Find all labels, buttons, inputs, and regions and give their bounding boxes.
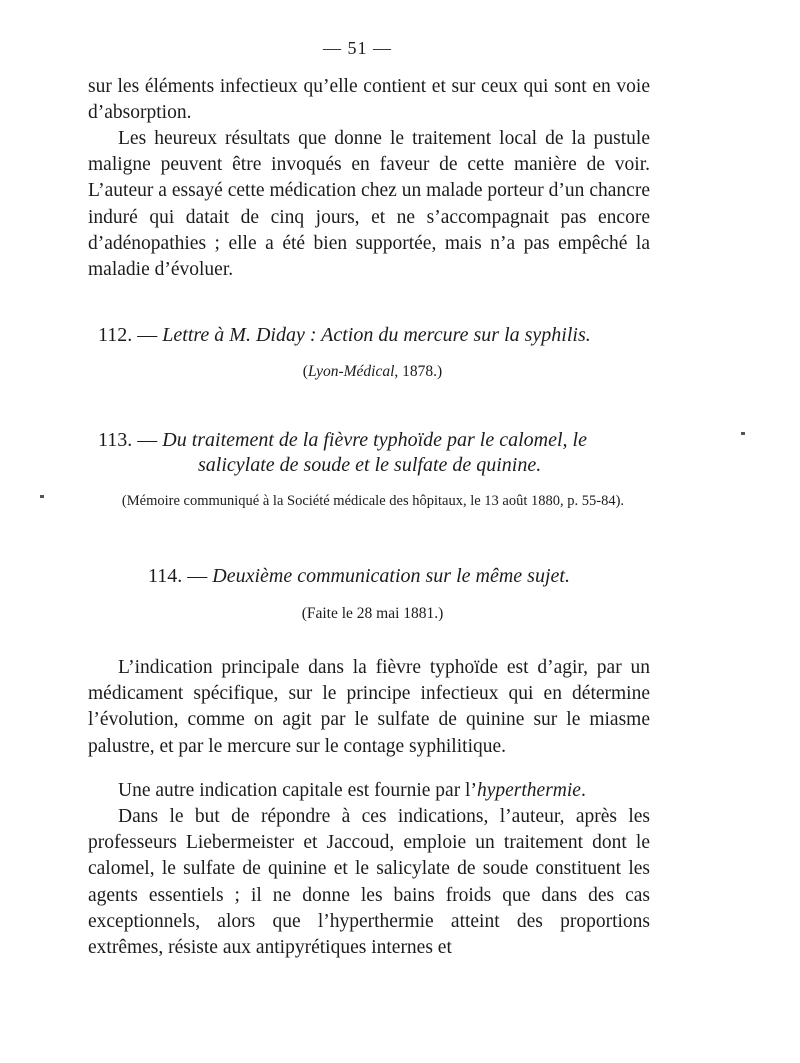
entry-title-text: Deuxième communication sur le même sujet. bbox=[212, 565, 570, 587]
entry-title-text: Lettre à M. Diday : Action du mercure sur la syphilis. bbox=[162, 324, 591, 346]
entry-number: 113. bbox=[98, 429, 133, 451]
entry-112-title bbox=[98, 323, 653, 348]
entry-dash: — bbox=[137, 429, 158, 451]
emphasis-hyperthermie: hyperthermie bbox=[476, 780, 581, 801]
body-paragraph-2: Une autre indication capitale est fournie par l’hyperthermie. bbox=[118, 780, 586, 801]
entry-title-text-line2: salicylate de soude et le sulfate de quinine. bbox=[198, 454, 542, 476]
scan-speck bbox=[741, 432, 745, 435]
entry-113-source: (Mémoire communiqué à la Société médicale des hôpitaux, le 13 août 1880, p. 55-84). bbox=[121, 493, 625, 509]
entry-114-source: (Faite le 28 mai 1881.) bbox=[301, 605, 444, 622]
body-paragraph-1: L’indication principale dans la fièvre typhoïde est d’agir, par un médicament spécifique, sur le principe infectieux qui en détermine l’évolution, comme on agit par le sulfate de quinine sur le miasme palustre, et par le mercure sur le contage syphilitique. bbox=[88, 657, 650, 757]
intro-paragraph-continued: sur les éléments infectieux qu’elle contient et sur ceux qui sont en voie d’absorption. bbox=[88, 76, 650, 124]
entry-114-title bbox=[148, 564, 703, 589]
page-number: — 51 — bbox=[323, 38, 392, 58]
entry-112-source: (Lyon-Médical, 1878.) bbox=[302, 363, 443, 380]
intro-paragraph: Les heureux résultats que donne le traitement local de la pustule maligne peuvent être invoqués en faveur de cette manière de voir. L’auteur a essayé cette médication chez un malade porteur d’un chancre induré qui datait de cinq jours, et ne s’accompagnait pas encore d’adénopathies ; elle a été bien supportée, mais n’a pas empêché la maladie d’évoluer. bbox=[88, 128, 650, 281]
entry-number: 112. bbox=[98, 324, 133, 346]
entry-dash: — bbox=[187, 565, 208, 587]
body-paragraph-3: Dans le but de répondre à ces indications, l’auteur, après les professeurs Liebermeister et Jaccoud, emploie un traitement dont le calomel, le sulfate de quinine et le salicylate de soude constituent les agents essentiels ; il ne donne les bains froids que dans des cas exceptionnels, alors que l’hyperthermie atteint des proportions extrêmes, résiste aux antipyrétiques internes et bbox=[88, 806, 650, 959]
entry-number: 114. bbox=[148, 565, 183, 587]
entry-113-title bbox=[98, 428, 653, 478]
entry-dash: — bbox=[137, 324, 158, 346]
entry-title-text: Du traitement de la fièvre typhoïde par le calomel, le bbox=[162, 429, 587, 451]
journal-name: Lyon-Médical bbox=[307, 363, 395, 380]
scan-speck bbox=[40, 495, 44, 498]
